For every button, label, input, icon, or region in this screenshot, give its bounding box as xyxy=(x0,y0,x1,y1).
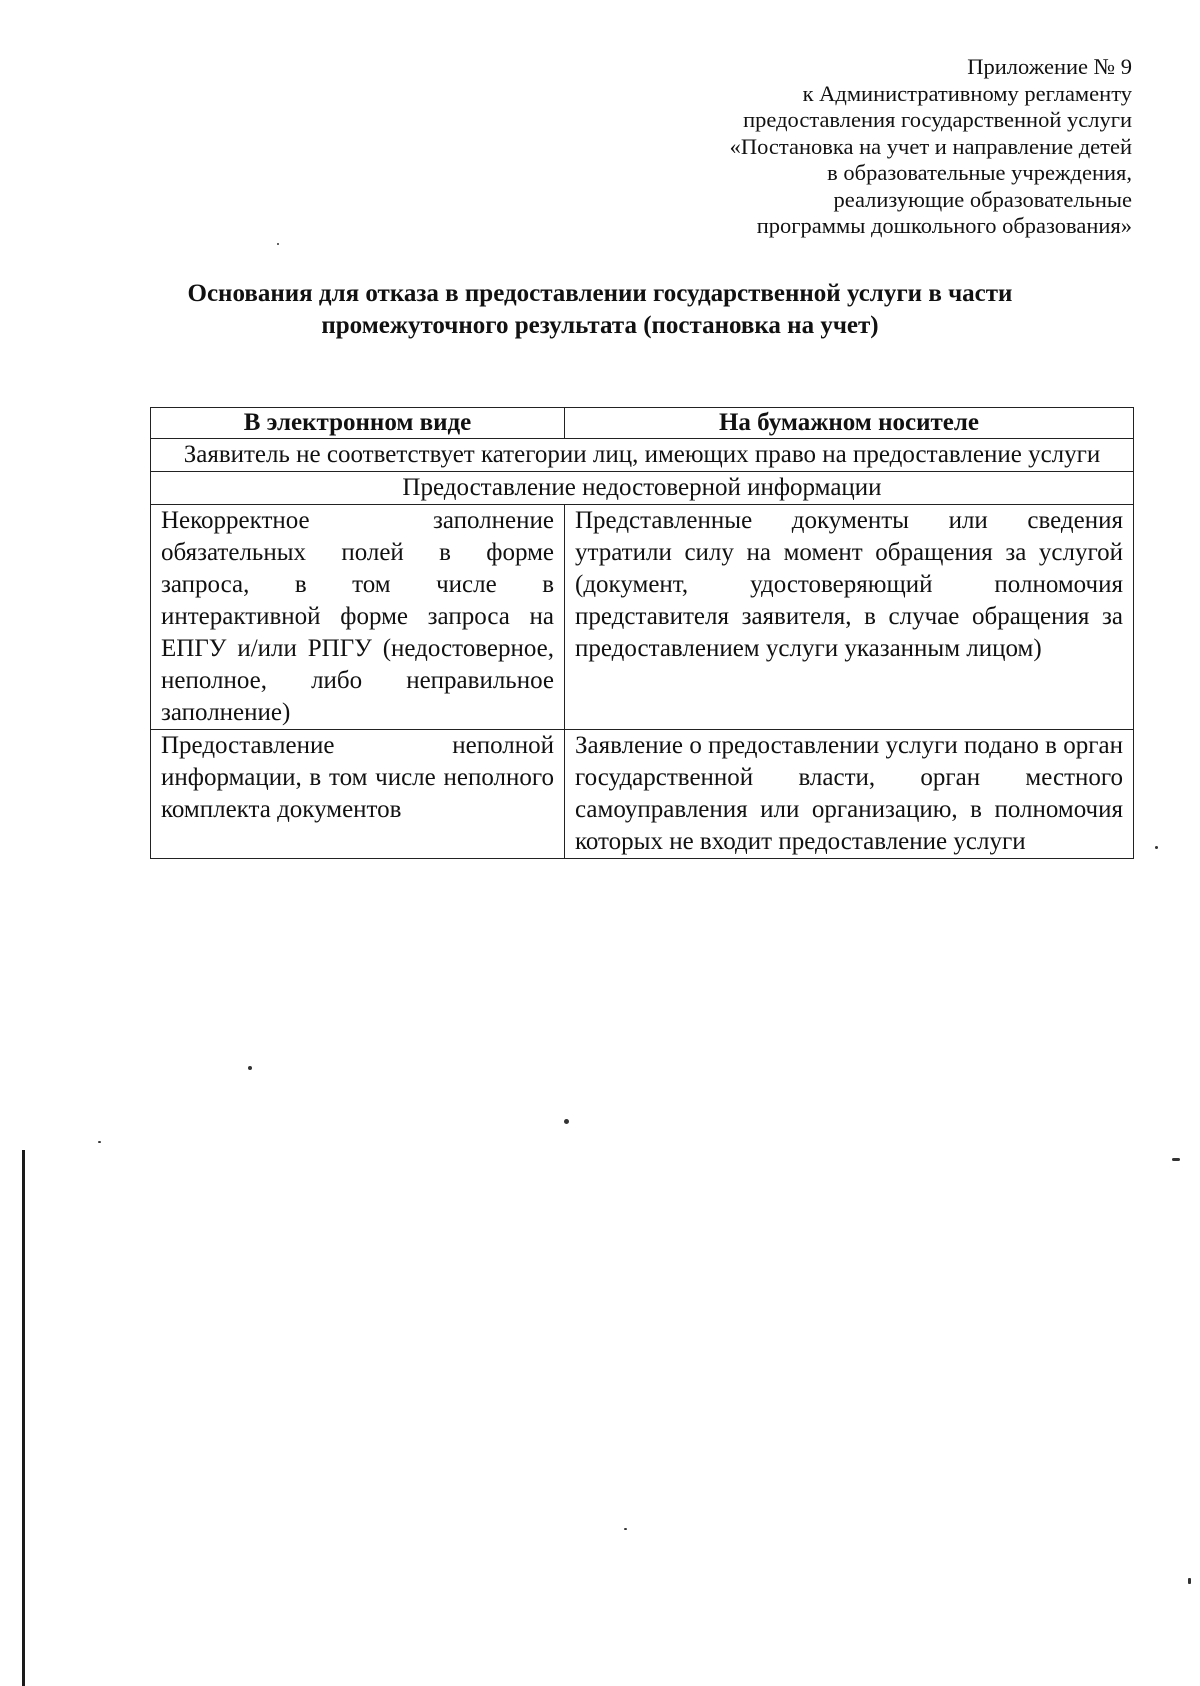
table-row xyxy=(151,730,1134,859)
title-line: Основания для отказа в предоставлении государственной услуги в части xyxy=(187,280,1013,307)
scan-speck xyxy=(564,1119,569,1124)
refusal-reasons-table xyxy=(150,407,1134,859)
appendix-line: предоставления государственной услуги xyxy=(743,107,1132,132)
scan-edge-line xyxy=(22,1150,25,1686)
table-cell-paper: Представленные документы или сведения утратили силу на момент обращения за услугой (документ, удостоверяющий полномочия представителя заявителя, в случае обращения за предоставлением услуги указанным лицом) xyxy=(565,505,1134,730)
appendix-line: Приложение № 9 xyxy=(967,54,1132,79)
table-row xyxy=(151,505,1134,730)
table-cell-electronic: Предоставление неполной информации, в том числе неполного комплекта документов xyxy=(151,730,565,859)
appendix-line: к Административному регламенту xyxy=(802,80,1132,106)
table-cell-electronic: Некорректное заполнение обязательных полей в форме запроса, в том числе в интерактивной форме запроса на ЕПГУ и/или РПГУ (недостоверное, неполное, либо неправильное заполнение) xyxy=(151,505,565,730)
scan-speck xyxy=(248,1066,252,1070)
table-span-cell: Предоставление недостоверной информации xyxy=(151,472,1134,505)
appendix-header xyxy=(572,54,1132,240)
column-header-paper: На бумажном носителе xyxy=(565,408,1134,439)
table-row xyxy=(151,472,1134,505)
table-cell-paper: Заявление о предоставлении услуги подано в орган государственной власти, орган местного самоуправления или организацию, в полномочия которых не входит предоставление услуги xyxy=(565,730,1134,859)
appendix-line: в образовательные учреждения, xyxy=(827,160,1132,185)
table-header-row xyxy=(151,408,1134,439)
scan-speck xyxy=(277,243,279,245)
column-header-electronic: В электронном виде xyxy=(151,408,565,439)
scan-speck xyxy=(1188,1578,1191,1584)
table-span-cell: Заявитель не соответствует категории лиц, имеющих право на предоставление услуги xyxy=(151,439,1134,472)
appendix-line: «Постановка на учет и направление детей xyxy=(729,133,1132,159)
appendix-line: реализующие образовательные xyxy=(833,186,1132,212)
table-row xyxy=(151,439,1134,472)
scan-speck xyxy=(1172,1158,1180,1161)
document-title xyxy=(100,278,1100,342)
scan-speck xyxy=(1155,846,1158,849)
title-line: промежуточного результата (постановка на учет) xyxy=(321,312,879,339)
scan-speck xyxy=(98,1141,101,1143)
scan-speck xyxy=(624,1528,627,1530)
appendix-line: программы дошкольного образования» xyxy=(756,213,1132,238)
